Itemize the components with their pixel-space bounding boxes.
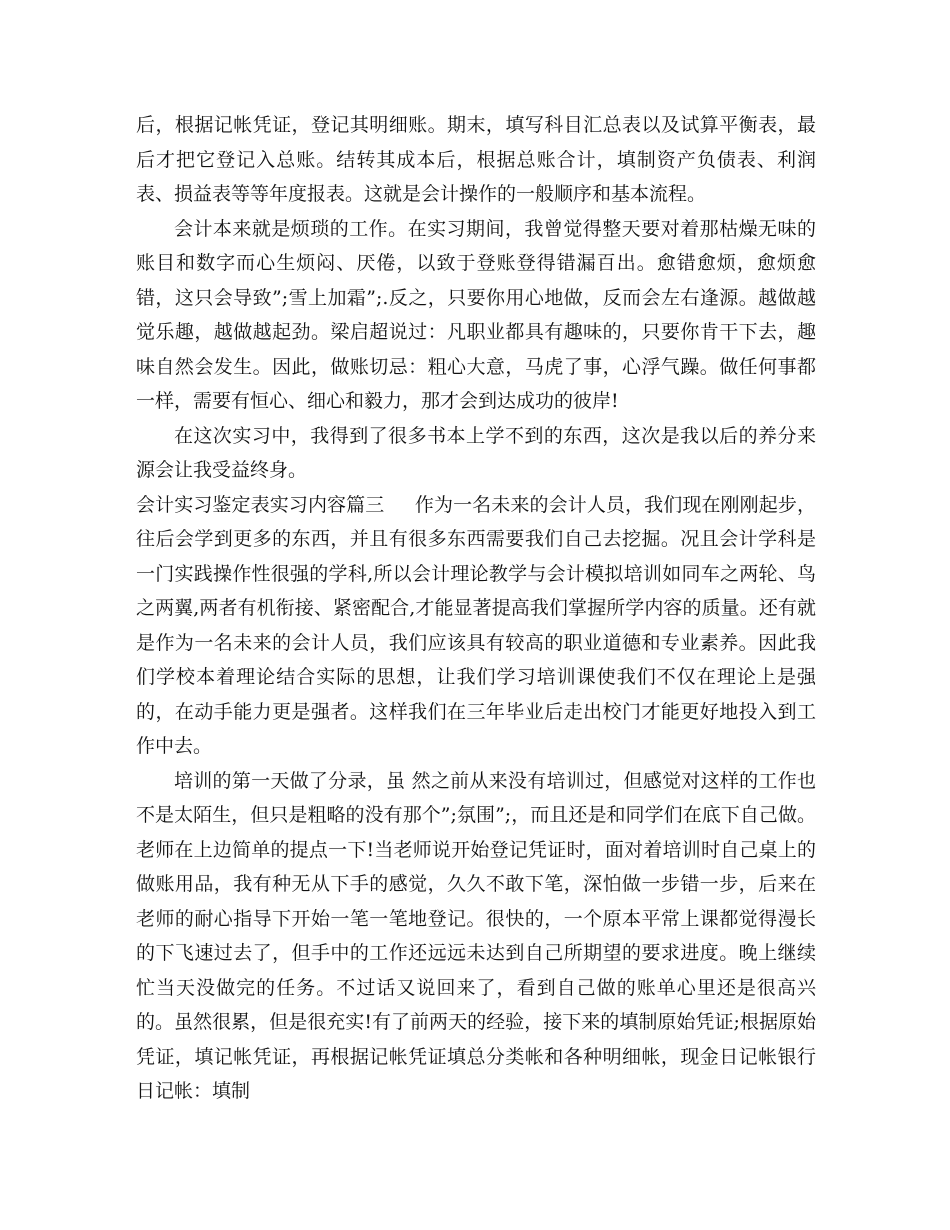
paragraph-4 <box>136 488 816 764</box>
section-heading: 会计实习鉴定表实习内容篇三 <box>136 493 385 516</box>
paragraph-5: 培训的第一天做了分录，虽 然之前从来没有培训过，但感觉对这样的工作也不是太陌生，但只是粗略的没有那个”;氛围”;，而且还是和同学们在底下自己做。老师在上边简单的提点一下!当老师说开始登记凭证时，面对着培训时自己桌上的做账用品，我有种无从下手的感觉，久久不敢下笔，深怕做一步错一步，后来在老师的耐心指导下开始一笔一笔地登记。很快的，一个原本平常上课都觉得漫长的下飞速过去了，但手中的工作还远远未达到自己所期望的要求进度。晚上继续忙当天没做完的任务。不过话又说回来了，看到自己做的账单心里还是很高兴的。虽然很累，但是很充实!有了前两天的经验，接下来的填制原始凭证;根据原始凭证，填记帐凭证，再根据记帐凭证填总分类帐和各种明细帐，现金日记帐银行日记帐：填制 <box>136 769 816 1102</box>
paragraph-1: 后，根据记帐凭证，登记其明细账。期末，填写科目汇总表以及试算平衡表，最后才把它登记入总账。结转其成本后，根据总账合计，填制资产负债表、利润表、损益表等等年度报表。这就是会计操作的一般顺序和基本流程。 <box>136 114 816 205</box>
document-body <box>136 108 816 1109</box>
paragraph-3: 在这次实习中，我得到了很多书本上学不到的东西，这次是我以后的养分来源会让我受益终身。 <box>136 424 816 481</box>
paragraph-2: 会计本来就是烦琐的工作。在实习期间，我曾觉得整天要对着那枯燥无味的账目和数字而心生烦闷、厌倦，以致于登账登得错漏百出。愈错愈烦，愈烦愈错，这只会导致”;雪上加霜”;.反之，只要你用心地做，反而会左右逢源。越做越觉乐趣，越做越起劲。梁启超说过：凡职业都具有趣味的，只要你肯干下去，趣味自然会发生。因此，做账切忌：粗心大意，马虎了事，心浮气躁。做任何事都一样，需要有恒心、细心和毅力，那才会到达成功的彼岸! <box>136 217 816 412</box>
paragraph-4-text: 作为一名未来的会计人员，我们现在刚刚起步，往后会学到更多的东西，并且有很多东西需要我们自己去挖掘。况且会计学科是一门实践操作性很强的学科,所以会计理论教学与会计模拟培训如同车之两轮、鸟之两翼,两者有机衔接、紧密配合,才能显著提高我们掌握所学内容的质量。还有就是作为一名未来的会计人员，我们应该具有较高的职业道德和专业素养。因此我们学校本着理论结合实际的思想，让我们学习培训课使我们不仅在理论上是强的，在动手能力更是强者。这样我们在三年毕业后走出校门才能更好地投入到工作中去。 <box>136 493 816 757</box>
